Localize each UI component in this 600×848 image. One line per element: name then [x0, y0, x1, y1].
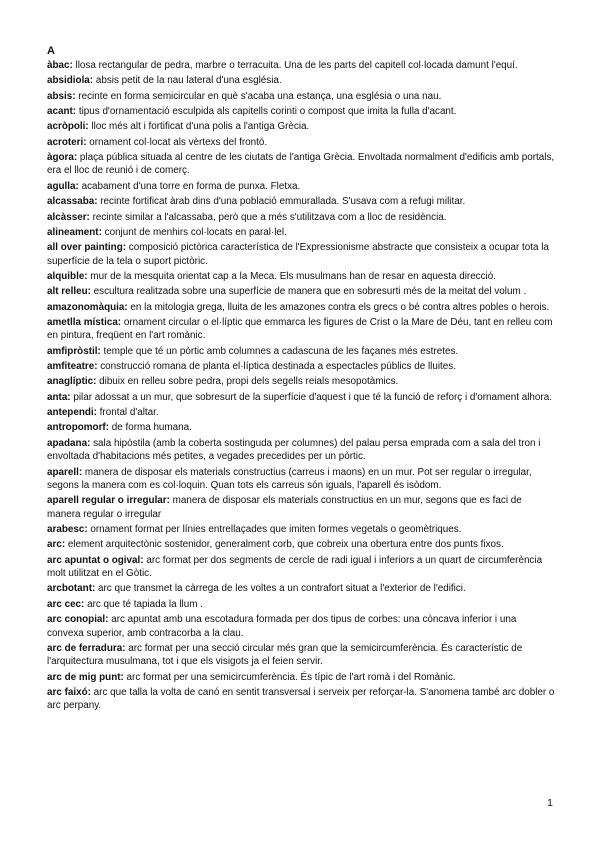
entry-definition: en la mitologia grega, lluita de les amazones contra els grecs o bé contra altres pobles o herois.	[127, 301, 550, 313]
glossary-entry	[47, 421, 555, 434]
entry-term: apadana:	[47, 437, 91, 449]
glossary-entry	[47, 180, 555, 193]
entry-definition: sala hipòstila (amb la coberta sostinguda per columnes) del palau persa emprada com a sala del tron i envoltada d'habitacions més petites, a vegades precedides per un pòrtic.	[47, 437, 541, 463]
entry-term: absis:	[47, 90, 76, 102]
entry-term: arc de mig punt:	[47, 671, 124, 683]
entry-definition: manera de disposar els materials constructius (carreus i maons) en un mur. Pot ser regular o irregular, segons la manera com es col·loquin. Quan tots els carreus són iguals, l'aparell és isòdom.	[47, 466, 532, 491]
entry-term: anaglíptic:	[47, 376, 97, 388]
glossary-entry	[47, 391, 555, 404]
glossary-entry	[47, 195, 555, 208]
glossary-entry	[47, 494, 555, 521]
entry-definition: arc que transmet la càrrega de les voltes a un contrafort situat a l'exterior de l'edifici.	[95, 583, 466, 595]
entry-term: antropomorf:	[47, 422, 109, 434]
glossary-entry	[47, 613, 555, 640]
entry-term: amfiteatre:	[47, 361, 98, 373]
page-number: 1	[547, 797, 553, 809]
glossary-entry	[47, 301, 555, 314]
entry-definition: recinte fortificat àrab dins d'una població emmurallada. S'usava com a refugi militar.	[97, 196, 466, 208]
glossary-entry	[47, 598, 555, 611]
entry-definition: lloc més alt i fortificat d'una polis a l'antiga Grècia.	[88, 121, 310, 133]
entry-term: alcassaba:	[47, 196, 98, 208]
glossary-entry	[47, 90, 555, 103]
entry-definition: frontal d'altar.	[96, 407, 159, 419]
entry-term: arc apuntat o ogival:	[47, 554, 144, 566]
entry-definition: ornament circular o el·líptic que emmarca les figures de Crist o la Mare de Déu, tant en relleu com en pintura, freqüent en l'art romànic.	[47, 316, 553, 342]
entry-term: àgora:	[47, 152, 78, 164]
glossary-entry	[47, 582, 555, 595]
glossary-entry	[47, 74, 555, 87]
glossary-entry	[47, 360, 555, 373]
glossary-entry	[47, 437, 555, 464]
entry-term: arc conopial:	[47, 614, 109, 626]
glossary-entry	[47, 538, 555, 551]
glossary-entry	[47, 226, 555, 239]
entry-definition: de forma humana.	[108, 422, 192, 434]
entry-term: ametlla mística:	[47, 316, 122, 328]
glossary-entries	[47, 59, 555, 713]
glossary-entry	[47, 105, 555, 118]
section-letter-heading: A	[47, 45, 55, 57]
entry-definition: acabament d'una torre en forma de punxa. Fletxa.	[78, 180, 301, 192]
glossary-entry	[47, 270, 555, 283]
entry-definition: arc format per dos segments de cercle de radi igual i inferiors a un quart de circumferència molt utilitzat en el Gòtic.	[47, 554, 543, 580]
entry-term: absidiola:	[47, 75, 94, 87]
entry-term: arc cec:	[47, 598, 85, 610]
entry-term: antependi:	[47, 407, 97, 419]
entry-term: arabesc:	[47, 524, 88, 536]
glossary-entry	[47, 136, 555, 149]
glossary-entry	[47, 686, 555, 713]
entry-term: arc faixó:	[47, 687, 91, 698]
glossary-entry	[47, 151, 555, 178]
glossary-entry	[47, 466, 555, 493]
entry-definition: element arquitectònic sostenidor, generalment corb, que cobreix una obertura entre dos punts fixos.	[65, 539, 504, 551]
entry-term: all over painting:	[47, 242, 127, 254]
glossary-entry	[47, 406, 555, 419]
entry-term: arcbotant:	[47, 583, 96, 595]
entry-definition: absis petit de la nau lateral d'una església.	[93, 75, 282, 87]
glossary-entry	[47, 316, 555, 343]
glossary-entry	[47, 523, 555, 536]
entry-definition: llosa rectangular de pedra, marbre o terracuita. Una de les parts del capitell col·locada damunt l'equí.	[72, 60, 518, 71]
entry-term: alineament:	[47, 226, 102, 238]
entry-definition: arc que té tapiada la llum .	[84, 598, 203, 610]
entry-definition: temple que té un pòrtic amb columnes a cadascuna de les façanes més estretes.	[100, 345, 459, 357]
entry-definition: construcció romana de planta el·líptica destinada a espectacles públics de lluites.	[97, 361, 456, 373]
glossary-entry	[47, 120, 555, 133]
entry-term: agulla:	[47, 180, 79, 192]
glossary-entry	[47, 345, 555, 358]
entry-definition: arc format per una semicircumferència. És típic de l'art romà i del Romànic.	[123, 671, 456, 683]
entry-definition: manera de disposar els materials constructius en un mur, segons que es faci de manera regular o irregular	[47, 495, 522, 520]
entry-definition: arc format per una secció circular més gran que la semicircumferència. És característic de l'arquitectura musulmana, tot i que els visigots ja el feien servir.	[47, 642, 523, 668]
entry-definition: conjunt de menhirs col·locats en paral·lel.	[101, 226, 287, 238]
glossary-entry	[47, 211, 555, 224]
entry-definition: pilar adossat a un mur, que sobresurt de la superfície d'aquest i que té la funció de reforç i d'ornament alhora.	[70, 391, 552, 403]
entry-definition: arc apuntat amb una escotadura formada per dos tipus de corbes: una còncava inferior i una convexa superior, amb contracorba a la clau.	[47, 614, 517, 639]
entry-definition: recinte en forma semicircular en què s'acaba una estança, una església o una nau.	[75, 90, 442, 102]
entry-definition: tipus d'ornamentació esculpida als capitells corinti o compost que imita la fulla d'acant.	[76, 106, 457, 118]
entry-term: acròpoli:	[47, 121, 89, 133]
glossary-entry	[47, 285, 555, 298]
entry-definition: recinte similar a l'alcassaba, però que a més s'utilitzava com a lloc de residència.	[89, 211, 447, 223]
entry-definition: escultura realitzada sobre una superfície de manera que en sobresurti més de la meitat del volum .	[90, 286, 527, 298]
entry-term: àbac:	[47, 60, 73, 71]
glossary-entry	[47, 241, 555, 268]
entry-definition: dibuix en relleu sobre pedra, propi dels segells reials mesopotàmics.	[96, 376, 399, 388]
entry-term: acroteri:	[47, 136, 87, 148]
glossary-entry	[47, 671, 555, 684]
entry-term: aparell regular o irregular:	[47, 495, 170, 507]
glossary-entry	[47, 59, 555, 72]
entry-definition: mur de la mesquita orientat cap a la Meca. Els musulmans han de resar en aquesta direcció.	[87, 270, 496, 282]
glossary-entry	[47, 554, 555, 581]
entry-term: alt relleu:	[47, 286, 91, 298]
entry-term: alquible:	[47, 270, 88, 282]
entry-definition: arc que talla la volta de canó en sentit transversal i serveix per reforçar-la. S'anomena també arc dobler o arc perpany.	[47, 687, 555, 712]
entry-definition: ornament format per línies entrellaçades que imiten formes vegetals o geomètriques.	[87, 524, 462, 536]
glossary-entry	[47, 375, 555, 388]
glossary-entry	[47, 642, 555, 669]
entry-term: arc:	[47, 539, 66, 551]
entry-term: alcàsser:	[47, 211, 90, 223]
entry-definition: composició pictòrica característica de l'Expressionisme abstracte que consisteix a ocupar tota la superfície de la tela o suport pictòric.	[47, 242, 549, 267]
entry-term: amazonomàquia:	[47, 301, 128, 313]
entry-term: arc de ferradura:	[47, 642, 126, 654]
entry-term: aparell:	[47, 466, 83, 478]
entry-definition: plaça pública situada al centre de les ciutats de l'antiga Grècia. Envoltada normalment d'edificis amb portals, era el lloc de reunió i de comerç.	[47, 152, 555, 177]
entry-term: amfipròstil:	[47, 345, 101, 357]
entry-definition: ornament col·locat als vèrtexs del frontó.	[86, 136, 268, 148]
entry-term: acant:	[47, 106, 77, 118]
entry-term: anta:	[47, 391, 71, 403]
glossary-content	[47, 44, 555, 715]
